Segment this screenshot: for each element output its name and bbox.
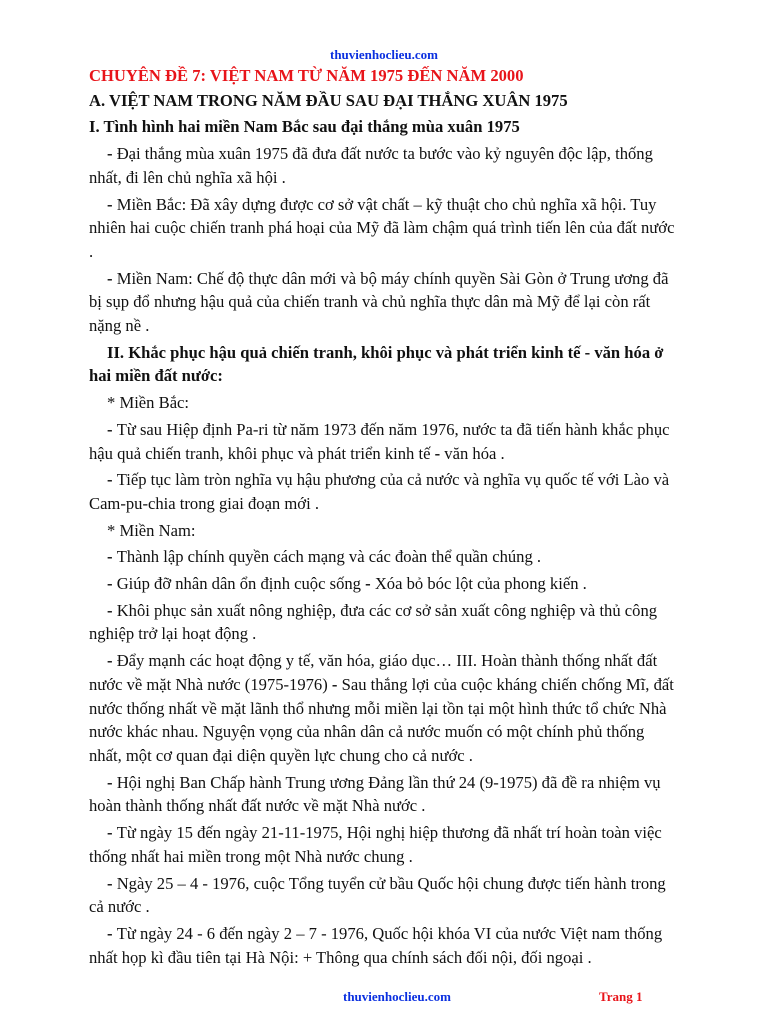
site-link-header[interactable]: thuvienhoclieu.com: [330, 47, 438, 62]
page-number: Trang 1: [599, 989, 643, 1004]
site-link-footer[interactable]: thuvienhoclieu.com: [343, 989, 451, 1004]
paragraph-10: [89, 771, 677, 818]
paragraph-12-text: Ngày 25 – 4 - 1976, cuộc Tổng tuyển cử bầu Quốc hội chung được tiến hành trong cả nước .: [89, 873, 666, 917]
bullet-dash: -: [107, 268, 117, 288]
bullet-dash: -: [107, 144, 117, 164]
inline-dash: -: [434, 443, 441, 463]
section-a-heading: A. VIỆT NAM TRONG NĂM ĐẦU SAU ĐẠI THẮNG XUÂN 1975: [89, 90, 568, 110]
paragraph-6: [89, 545, 677, 569]
paragraph-6-text: Thành lập chính quyền cách mạng và các đoàn thể quần chúng .: [116, 547, 542, 567]
paragraph-12: [89, 872, 677, 919]
bullet-dash: -: [107, 419, 117, 439]
north-label: * Miền Bắc:: [107, 393, 190, 413]
bullet-dash: -: [107, 873, 117, 893]
paragraph-9: [89, 649, 677, 768]
chapter-title: CHUYÊN ĐỀ 7: VIỆT NAM TỪ NĂM 1975 ĐẾN NĂM 2000: [89, 66, 524, 85]
paragraph-11: [89, 821, 677, 868]
paragraph-9-text: Đẩy mạnh các hoạt động y tế, văn hóa, giáo dục… III. Hoàn thành thống nhất đất nước về mặt Nhà nước (1975-1976): [89, 651, 658, 694]
paragraph-7-text: Giúp đỡ nhân dân ổn định cuộc sống: [116, 574, 361, 594]
site-header: [0, 47, 768, 63]
bullet-dash: -: [107, 651, 117, 671]
paragraph-5-text: Tiếp tục làm tròn nghĩa vụ hậu phương của cả nước và nghĩa vụ quốc tế với Lào và Cam-pu-chia trong giai đoạn mới .: [89, 470, 670, 513]
paragraph-4-text: Từ sau Hiệp định Pa-ri từ năm 1973 đến năm 1976, nước ta đã tiến hành khắc phục hậu quả chiến tranh, khôi phục và phát triển kinh tế: [89, 419, 670, 463]
paragraph-10-text: Hội nghị Ban Chấp hành Trung ương Đảng lần thứ 24 (9-1975) đã đề ra nhiệm vụ hoàn thành thống nhất đất nước về mặt Nhà nước .: [89, 772, 661, 816]
paragraph-3-text: Miền Nam: Chế độ thực dân mới và bộ máy chính quyền Sài Gòn ở Trung ương đã bị sụp đổ nhưng hậu quả của chiến tranh và chủ nghĩa thực dân mà Mỹ để lại còn rất nặng nề .: [89, 268, 669, 336]
paragraph-8: [89, 599, 677, 646]
paragraph-5: [89, 468, 677, 515]
bullet-dash: -: [107, 194, 117, 214]
paragraph-1-text: Đại thắng mùa xuân 1975 đã đưa đất nước ta bước vào kỷ nguyên độc lập, thống nhất, đi lên chủ nghĩa xã hội .: [89, 144, 653, 187]
document-body: [89, 64, 677, 972]
paragraph-8-text: Khôi phục sản xuất nông nghiệp, đưa các cơ sở sản xuất công nghiệp và thủ công nghiệp trở lại hoạt động .: [89, 600, 658, 644]
paragraph-7-tail: Xóa bỏ bóc lột của phong kiến .: [374, 574, 587, 594]
bullet-dash: -: [107, 600, 117, 620]
bullet-dash: -: [107, 470, 117, 490]
inline-dash: -: [365, 574, 371, 594]
paragraph-7: [89, 572, 677, 596]
section-ii-heading: II. Khắc phục hậu quả chiến tranh, khôi phục và phát triển kinh tế - văn hóa ở hai miền đất nước:: [89, 342, 664, 386]
bullet-dash: -: [107, 823, 117, 843]
bullet-dash: -: [107, 574, 117, 594]
paragraph-13-text: Từ ngày 24 - 6 đến ngày 2 – 7 - 1976, Quốc hội khóa VI của nước Việt nam thống nhất họp kì đầu tiên tại Hà Nội: + Thông qua chính sách đối nội, đối ngoại .: [89, 923, 663, 967]
paragraph-13: [89, 922, 677, 969]
paragraph-9-tail: Sau thắng lợi của cuộc kháng chiến chống Mĩ, đất nước thống nhất về mặt lãnh thổ nhưng mỗi miền lại tồn tại một hình thức tổ chức Nhà nước khác nhau. Nguyện vọng của nhân dân cả nước muốn có một chính phủ thống nhất, một cơ quan đại diện quyền lực chung cho cả nước .: [89, 674, 674, 765]
paragraph-2-text: Miền Bắc: Đã xây dựng được cơ sở vật chất – kỹ thuật cho chủ nghĩa xã hội. Tuy nhiên hai cuộc chiến tranh phá hoại của Mỹ đã làm chậm quá trình tiến lên của đất nước .: [89, 194, 675, 261]
bullet-dash: -: [107, 923, 117, 943]
paragraph-1: [89, 142, 677, 189]
bullet-dash: -: [107, 772, 117, 792]
paragraph-11-text: Từ ngày 15 đến ngày 21-11-1975, Hội nghị hiệp thương đã nhất trí hoàn toàn việc thống nhất hai miền trong một Nhà nước chung .: [89, 823, 662, 866]
south-label: * Miền Nam:: [107, 520, 196, 540]
paragraph-3: [89, 267, 677, 338]
paragraph-4: [89, 418, 677, 465]
paragraph-4-tail: văn hóa .: [444, 443, 505, 463]
paragraph-2: [89, 193, 677, 264]
inline-dash: -: [331, 674, 338, 694]
bullet-dash: -: [107, 547, 117, 567]
section-i-heading: I. Tình hình hai miền Nam Bắc sau đại thắng mùa xuân 1975: [89, 117, 520, 137]
